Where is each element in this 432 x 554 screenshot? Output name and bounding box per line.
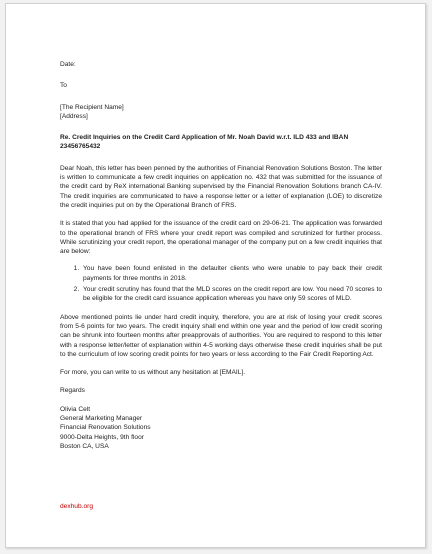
date-label: Date: — [60, 61, 76, 68]
list-item: 2. Your credit scrutiny has found that the MLD scores on the credit report are low. You need 70 scores to be eligible for the credit card issuance application whereas you have only 59 scores of MLD. — [81, 285, 382, 304]
recipient-name: [The Recipient Name] — [60, 103, 124, 111]
recipient-address: [Address] — [60, 112, 88, 120]
paragraph-contact: For more, you can write to us without any hesitation at [EMAIL]. — [60, 369, 246, 377]
subject-line: Re. Credit Inquiries on the Credit Card Application of Mr. Noah David w.r.t. ILD 433 and IBAN 23456765432 — [60, 134, 349, 151]
signature-address-line-1: 9000-Delta Heights, 9th floor — [60, 433, 144, 441]
paragraph-risk: Above mentioned points lie under hard credit inquiry, therefore, you are at risk of losing your credit scores from 5-6 points for two years. The credit inquiry shall end within one year and the period of low credit scoring can be shrunk into fourteen months after preapprovals of authorities. You are required to respond to this letter with a response letter/letter of explanation within 4-5 working days otherwise these credit inquiries shall be put to the curriculum of low scoring credit points for two years or less according to the Fair Credit Reporting Act. — [60, 313, 382, 358]
closing: Regards — [60, 387, 85, 395]
inquiry-list — [60, 264, 382, 303]
signature-name: Olivia Celt — [60, 405, 91, 413]
signature-company: Financial Renovation Solutions — [60, 424, 151, 432]
paragraph-intro: Dear Noah, this letter has been penned by the authorities of Financial Renovation Solutions Boston. The letter is written to communicate a few credit inquiries on application no. 432 that was submitted for the issuance of the credit card by ReX international Banking supervised by the Financial Renovation Solutions branch CA-IV. The credit inquiries are communicated to have a response letter or a letter of explanation (LOE) to discretize the credit inquiries put on by the Operational Branch of FRS. — [60, 164, 382, 209]
list-item: 1. You have been found enlisted in the defaulter clients who were unable to pay back their credit payments for three months in 2018. — [81, 264, 382, 283]
watermark-link[interactable]: dexhub.org — [60, 503, 93, 510]
paragraph-application: It is stated that you had applied for the issuance of the credit card on 29-06-21. The application was forwarded to the operational branch of FRS where your credit report was compiled and scrutinized for further process. While scrutinizing your credit report, the operational manager of the company put on a few credit inquiries that are below: — [60, 220, 382, 256]
document-page — [5, 3, 426, 548]
signature-title: General Marketing Manager — [60, 415, 143, 423]
letter-body — [60, 60, 382, 451]
to-label: To — [60, 82, 67, 90]
signature-address-line-2: Boston CA, USA — [60, 442, 109, 450]
